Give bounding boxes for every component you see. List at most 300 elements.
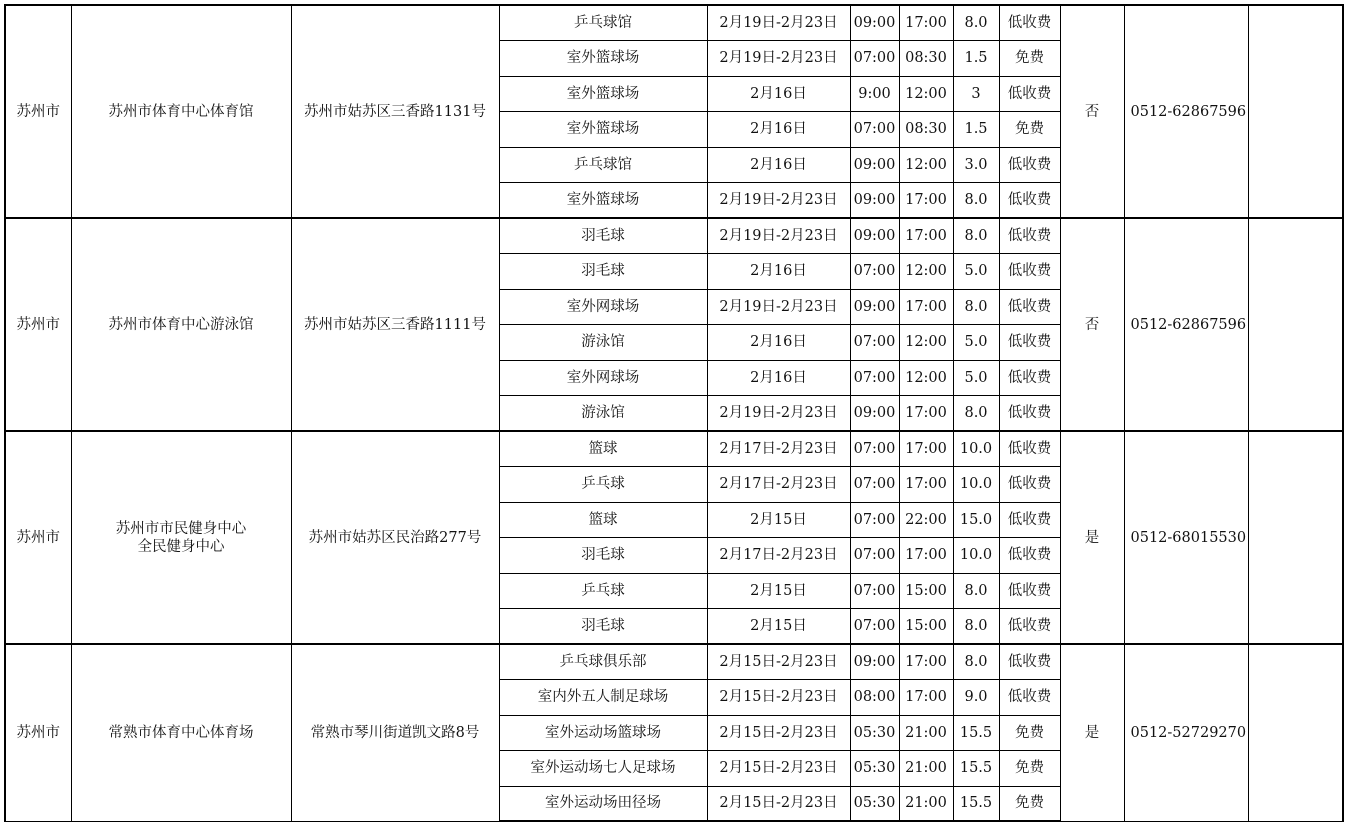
open-time-cell-text: 09:00 — [853, 404, 896, 421]
phone-cell-text: 0512-62867596 — [1130, 103, 1247, 120]
address-cell — [291, 644, 499, 821]
hours-cell-text: 8.0 — [964, 404, 988, 421]
date-range-cell — [707, 324, 850, 360]
venue-schedule-sheet — [4, 4, 1344, 822]
phone-cell — [1124, 644, 1248, 821]
fee-cell-text: 免费 — [1015, 121, 1044, 137]
flag-cell-text: 否 — [1084, 103, 1100, 120]
hours-cell — [953, 786, 999, 821]
hours-cell-text: 15.5 — [959, 795, 993, 812]
facility-cell-text: 室外篮球场 — [566, 121, 640, 137]
note-cell — [1248, 644, 1343, 821]
fee-cell-text: 免费 — [1015, 724, 1044, 741]
open-time-cell — [850, 466, 899, 502]
date-range-cell — [707, 76, 850, 111]
close-time-cell-text: 17:00 — [905, 689, 947, 705]
facility-cell-text: 室外篮球场 — [566, 85, 640, 102]
close-time-cell — [899, 786, 953, 821]
facility-cell-text: 室内外五人制足球场 — [537, 689, 669, 705]
flag-cell — [1060, 431, 1124, 644]
hours-cell-text: 5.0 — [964, 369, 988, 386]
close-time-cell-text: 17:00 — [905, 14, 947, 31]
close-time-cell — [899, 679, 953, 715]
date-range-cell — [707, 111, 850, 147]
fee-cell — [999, 786, 1060, 821]
open-time-cell-text: 07:00 — [853, 263, 896, 279]
date-range-cell — [707, 395, 850, 431]
facility-cell — [499, 466, 707, 502]
open-time-cell — [850, 573, 899, 608]
city-cell — [5, 644, 71, 821]
fee-cell — [999, 537, 1060, 573]
fee-cell-text: 低收费 — [1007, 334, 1052, 350]
fee-cell-text: 低收费 — [1007, 440, 1052, 457]
open-time-cell-text: 07:00 — [853, 121, 896, 137]
fee-cell — [999, 466, 1060, 502]
hours-cell-text: 15.5 — [959, 760, 993, 776]
fee-cell — [999, 395, 1060, 431]
open-time-cell-text: 09:00 — [853, 227, 896, 244]
venue-name-cell-text: 苏州市体育中心游泳馆 — [108, 316, 254, 333]
hours-cell — [953, 111, 999, 147]
hours-cell-text: 3 — [971, 85, 981, 102]
close-time-cell-text: 15:00 — [905, 617, 947, 634]
venue-name-cell — [71, 218, 291, 431]
open-time-cell-text: 05:30 — [853, 724, 896, 741]
close-time-cell-text: 17:00 — [905, 404, 947, 421]
close-time-cell — [899, 324, 953, 360]
open-time-cell — [850, 289, 899, 324]
open-time-cell-text: 07:00 — [853, 334, 896, 350]
close-time-cell — [899, 147, 953, 182]
close-time-cell — [899, 289, 953, 324]
close-time-cell-text: 12:00 — [905, 263, 947, 279]
hours-cell-text: 8.0 — [964, 653, 988, 670]
fee-cell-text: 低收费 — [1007, 191, 1052, 208]
open-time-cell-text: 09:00 — [853, 653, 896, 670]
close-time-cell-text: 17:00 — [905, 547, 947, 563]
date-range-cell-text: 2月19日-2月23日 — [719, 404, 838, 421]
date-range-cell — [707, 218, 850, 253]
address-cell — [291, 218, 499, 431]
hours-cell-text: 8.0 — [964, 191, 988, 208]
close-time-cell-text: 17:00 — [905, 476, 947, 492]
facility-cell-text: 室外运动场田径场 — [545, 795, 661, 812]
date-range-cell — [707, 608, 850, 644]
date-range-cell-text: 2月15日-2月23日 — [719, 689, 838, 705]
date-range-cell-text: 2月15日-2月23日 — [719, 795, 838, 812]
hours-cell-text: 10.0 — [959, 476, 993, 492]
hours-cell — [953, 608, 999, 644]
hours-cell-text: 8.0 — [964, 298, 988, 315]
hours-cell-text: 8.0 — [964, 227, 988, 244]
date-range-cell-text: 2月15日 — [750, 617, 807, 634]
hours-cell-text: 5.0 — [964, 334, 988, 350]
hours-cell — [953, 182, 999, 218]
flag-cell — [1060, 218, 1124, 431]
fee-cell-text: 低收费 — [1007, 511, 1052, 528]
facility-cell-text: 羽毛球 — [581, 263, 625, 279]
close-time-cell-text: 21:00 — [905, 795, 947, 812]
fee-cell — [999, 608, 1060, 644]
fee-cell-text: 免费 — [1015, 795, 1044, 812]
close-time-cell — [899, 395, 953, 431]
facility-cell-text: 游泳馆 — [581, 334, 625, 350]
address-cell-text: 苏州市姑苏区三香路1111号 — [304, 316, 486, 333]
facility-cell — [499, 644, 707, 679]
hours-cell-text: 8.0 — [964, 582, 988, 599]
open-time-cell-text: 09:00 — [853, 191, 896, 208]
open-time-cell-text: 05:30 — [853, 760, 896, 776]
venue-name-cell — [71, 644, 291, 821]
fee-cell-text: 低收费 — [1007, 404, 1052, 421]
date-range-cell — [707, 289, 850, 324]
flag-cell-text: 是 — [1084, 724, 1100, 741]
close-time-cell — [899, 360, 953, 395]
fee-cell — [999, 431, 1060, 466]
close-time-cell-text: 12:00 — [905, 334, 947, 350]
open-time-cell-text: 09:00 — [853, 14, 896, 31]
fee-cell-text: 低收费 — [1007, 85, 1052, 102]
hours-cell-text: 10.0 — [959, 440, 993, 457]
date-range-cell-text: 2月16日 — [750, 121, 807, 137]
date-range-cell-text: 2月17日-2月23日 — [719, 547, 838, 563]
open-time-cell-text: 07:00 — [853, 476, 896, 492]
close-time-cell-text: 17:00 — [905, 298, 947, 315]
close-time-cell-text: 08:30 — [905, 50, 947, 66]
city-cell — [5, 218, 71, 431]
facility-cell-text: 室外运动场七人足球场 — [530, 760, 676, 776]
facility-cell — [499, 537, 707, 573]
facility-cell — [499, 76, 707, 111]
hours-cell-text: 1.5 — [964, 50, 988, 66]
facility-cell — [499, 395, 707, 431]
close-time-cell-text: 17:00 — [905, 227, 947, 244]
phone-cell — [1124, 431, 1248, 644]
fee-cell — [999, 76, 1060, 111]
fee-cell-text: 低收费 — [1007, 476, 1052, 492]
venue-name-cell — [71, 5, 291, 218]
table-row — [5, 644, 1343, 679]
hours-cell — [953, 40, 999, 76]
date-range-cell-text: 2月17日-2月23日 — [719, 476, 838, 492]
fee-cell — [999, 502, 1060, 537]
date-range-cell — [707, 360, 850, 395]
phone-cell-text: 0512-62867596 — [1130, 316, 1247, 333]
hours-cell-text: 15.0 — [959, 511, 993, 528]
hours-cell — [953, 147, 999, 182]
facility-cell-text: 乒乓球馆 — [574, 156, 632, 173]
date-range-cell — [707, 147, 850, 182]
hours-cell-text: 3.0 — [964, 156, 988, 173]
facility-cell — [499, 147, 707, 182]
fee-cell — [999, 573, 1060, 608]
close-time-cell-text: 21:00 — [905, 760, 947, 776]
facility-cell-text: 羽毛球 — [581, 617, 625, 634]
fee-cell — [999, 289, 1060, 324]
facility-cell — [499, 715, 707, 750]
table-row — [5, 5, 1343, 40]
venue-name-cell-text: 苏州市市民健身中心 全民健身中心 — [115, 520, 247, 555]
fee-cell — [999, 40, 1060, 76]
hours-cell — [953, 750, 999, 786]
date-range-cell-text: 2月15日-2月23日 — [719, 653, 838, 670]
open-time-cell-text: 09:00 — [853, 156, 896, 173]
fee-cell-text: 低收费 — [1007, 689, 1052, 705]
open-time-cell-text: 09:00 — [853, 298, 896, 315]
flag-cell — [1060, 644, 1124, 821]
city-cell — [5, 5, 71, 218]
facility-cell — [499, 324, 707, 360]
fee-cell — [999, 218, 1060, 253]
fee-cell-text: 低收费 — [1007, 298, 1052, 315]
facility-cell — [499, 750, 707, 786]
date-range-cell — [707, 537, 850, 573]
facility-cell-text: 篮球 — [588, 440, 618, 457]
open-time-cell — [850, 644, 899, 679]
open-time-cell — [850, 537, 899, 573]
hours-cell — [953, 395, 999, 431]
close-time-cell-text: 22:00 — [905, 511, 947, 528]
facility-cell — [499, 679, 707, 715]
city-cell-text: 苏州市 — [16, 529, 60, 546]
city-cell — [5, 431, 71, 644]
open-time-cell-text: 07:00 — [853, 547, 896, 563]
close-time-cell-text: 12:00 — [905, 369, 947, 386]
open-time-cell — [850, 608, 899, 644]
date-range-cell-text: 2月16日 — [750, 263, 807, 279]
close-time-cell — [899, 431, 953, 466]
facility-cell-text: 篮球 — [588, 511, 618, 528]
open-time-cell-text: 07:00 — [853, 440, 896, 457]
hours-cell — [953, 644, 999, 679]
note-cell — [1248, 5, 1343, 218]
hours-cell — [953, 679, 999, 715]
hours-cell — [953, 253, 999, 289]
date-range-cell — [707, 750, 850, 786]
fee-cell-text: 低收费 — [1007, 547, 1052, 563]
date-range-cell — [707, 182, 850, 218]
open-time-cell — [850, 40, 899, 76]
fee-cell-text: 低收费 — [1007, 263, 1052, 279]
address-cell-text: 苏州市姑苏区民治路277号 — [308, 529, 482, 546]
city-cell-text: 苏州市 — [16, 316, 60, 333]
fee-cell-text: 低收费 — [1007, 156, 1052, 173]
hours-cell — [953, 360, 999, 395]
date-range-cell — [707, 502, 850, 537]
open-time-cell-text: 07:00 — [853, 617, 896, 634]
facility-cell — [499, 182, 707, 218]
fee-cell — [999, 750, 1060, 786]
close-time-cell-text: 15:00 — [905, 582, 947, 599]
hours-cell-text: 10.0 — [959, 547, 993, 563]
open-time-cell — [850, 253, 899, 289]
facility-cell — [499, 360, 707, 395]
facility-cell — [499, 431, 707, 466]
phone-cell — [1124, 218, 1248, 431]
fee-cell-text: 低收费 — [1007, 582, 1052, 599]
close-time-cell — [899, 40, 953, 76]
open-time-cell-text: 08:00 — [853, 689, 896, 705]
date-range-cell-text: 2月16日 — [750, 85, 807, 102]
fee-cell — [999, 182, 1060, 218]
date-range-cell-text: 2月15日-2月23日 — [719, 760, 838, 776]
fee-cell-text: 低收费 — [1007, 14, 1052, 31]
close-time-cell-text: 21:00 — [905, 724, 947, 741]
close-time-cell — [899, 466, 953, 502]
open-time-cell — [850, 5, 899, 40]
note-cell — [1248, 431, 1343, 644]
phone-cell — [1124, 5, 1248, 218]
facility-cell — [499, 502, 707, 537]
date-range-cell — [707, 679, 850, 715]
facility-cell-text: 室外网球场 — [566, 298, 640, 315]
fee-cell-text: 低收费 — [1007, 369, 1052, 386]
address-cell-text: 苏州市姑苏区三香路1131号 — [304, 103, 486, 120]
address-cell-text: 常熟市琴川街道凯文路8号 — [310, 724, 480, 741]
date-range-cell-text: 2月19日-2月23日 — [719, 191, 838, 208]
hours-cell — [953, 324, 999, 360]
close-time-cell — [899, 253, 953, 289]
open-time-cell — [850, 395, 899, 431]
close-time-cell-text: 17:00 — [905, 440, 947, 457]
facility-cell — [499, 253, 707, 289]
open-time-cell — [850, 360, 899, 395]
open-time-cell — [850, 182, 899, 218]
facility-cell — [499, 5, 707, 40]
flag-cell-text: 是 — [1084, 529, 1100, 546]
close-time-cell-text: 08:30 — [905, 121, 947, 137]
venue-name-cell — [71, 431, 291, 644]
close-time-cell-text: 12:00 — [905, 156, 947, 173]
hours-cell-text: 8.0 — [964, 14, 988, 31]
hours-cell-text: 9.0 — [964, 689, 988, 705]
hours-cell — [953, 431, 999, 466]
facility-cell-text: 室外篮球场 — [566, 191, 640, 208]
open-time-cell — [850, 218, 899, 253]
date-range-cell — [707, 786, 850, 821]
facility-cell-text: 乒乓球 — [581, 476, 625, 492]
hours-cell — [953, 502, 999, 537]
venue-name-cell-text: 苏州市体育中心体育馆 — [108, 103, 254, 120]
hours-cell-text: 5.0 — [964, 263, 988, 279]
date-range-cell-text: 2月19日-2月23日 — [719, 14, 838, 31]
date-range-cell-text: 2月15日 — [750, 582, 807, 599]
fee-cell — [999, 324, 1060, 360]
address-cell — [291, 431, 499, 644]
fee-cell — [999, 147, 1060, 182]
fee-cell-text: 免费 — [1015, 50, 1044, 66]
facility-cell-text: 室外网球场 — [566, 369, 640, 386]
open-time-cell — [850, 324, 899, 360]
date-range-cell — [707, 5, 850, 40]
fee-cell — [999, 5, 1060, 40]
facility-cell-text: 室外篮球场 — [566, 50, 640, 66]
flag-cell-text: 否 — [1084, 316, 1100, 333]
hours-cell — [953, 573, 999, 608]
open-time-cell — [850, 679, 899, 715]
facility-cell-text: 羽毛球 — [581, 547, 625, 563]
fee-cell-text: 低收费 — [1007, 653, 1052, 670]
venue-name-cell-text: 常熟市体育中心体育场 — [108, 724, 254, 741]
facility-cell-text: 羽毛球 — [581, 227, 625, 244]
hours-cell — [953, 218, 999, 253]
fee-cell-text: 低收费 — [1007, 227, 1052, 244]
date-range-cell-text: 2月17日-2月23日 — [719, 440, 838, 457]
facility-cell-text: 乒乓球 — [581, 582, 625, 599]
hours-cell — [953, 289, 999, 324]
fee-cell — [999, 644, 1060, 679]
hours-cell-text: 8.0 — [964, 617, 988, 634]
facility-cell — [499, 573, 707, 608]
date-range-cell-text: 2月15日-2月23日 — [719, 724, 838, 741]
fee-cell-text: 免费 — [1015, 760, 1044, 776]
city-cell-text: 苏州市 — [16, 103, 60, 120]
open-time-cell-text: 07:00 — [853, 511, 896, 528]
close-time-cell — [899, 182, 953, 218]
table-row — [5, 218, 1343, 253]
date-range-cell — [707, 431, 850, 466]
close-time-cell — [899, 573, 953, 608]
date-range-cell — [707, 573, 850, 608]
date-range-cell-text: 2月16日 — [750, 156, 807, 173]
hours-cell-text: 15.5 — [959, 724, 993, 741]
hours-cell — [953, 715, 999, 750]
hours-cell — [953, 5, 999, 40]
phone-cell-text: 0512-52729270 — [1130, 724, 1247, 741]
fee-cell — [999, 253, 1060, 289]
date-range-cell — [707, 40, 850, 76]
date-range-cell-text: 2月19日-2月23日 — [719, 298, 838, 315]
open-time-cell — [850, 715, 899, 750]
close-time-cell-text: 12:00 — [905, 85, 947, 102]
date-range-cell-text: 2月19日-2月23日 — [719, 50, 838, 66]
open-time-cell — [850, 111, 899, 147]
fee-cell — [999, 360, 1060, 395]
close-time-cell-text: 17:00 — [905, 191, 947, 208]
facility-cell — [499, 218, 707, 253]
hours-cell — [953, 466, 999, 502]
facility-cell — [499, 111, 707, 147]
open-time-cell — [850, 502, 899, 537]
date-range-cell-text: 2月15日 — [750, 511, 807, 528]
close-time-cell — [899, 502, 953, 537]
close-time-cell — [899, 5, 953, 40]
fee-cell — [999, 679, 1060, 715]
city-cell-text: 苏州市 — [16, 724, 60, 741]
date-range-cell-text: 2月16日 — [750, 369, 807, 386]
table-row — [5, 431, 1343, 466]
close-time-cell — [899, 608, 953, 644]
facility-cell-text: 游泳馆 — [581, 404, 625, 421]
fee-cell — [999, 111, 1060, 147]
open-time-cell-text: 07:00 — [853, 369, 896, 386]
open-time-cell — [850, 750, 899, 786]
date-range-cell — [707, 715, 850, 750]
facility-cell — [499, 40, 707, 76]
open-time-cell — [850, 76, 899, 111]
facility-cell — [499, 608, 707, 644]
flag-cell — [1060, 5, 1124, 218]
close-time-cell — [899, 76, 953, 111]
facility-cell-text: 室外运动场篮球场 — [545, 724, 661, 741]
date-range-cell — [707, 466, 850, 502]
address-cell — [291, 5, 499, 218]
facility-cell-text: 乒乓球俱乐部 — [559, 653, 647, 670]
date-range-cell-text: 2月19日-2月23日 — [719, 227, 838, 244]
open-time-cell — [850, 431, 899, 466]
date-range-cell — [707, 644, 850, 679]
